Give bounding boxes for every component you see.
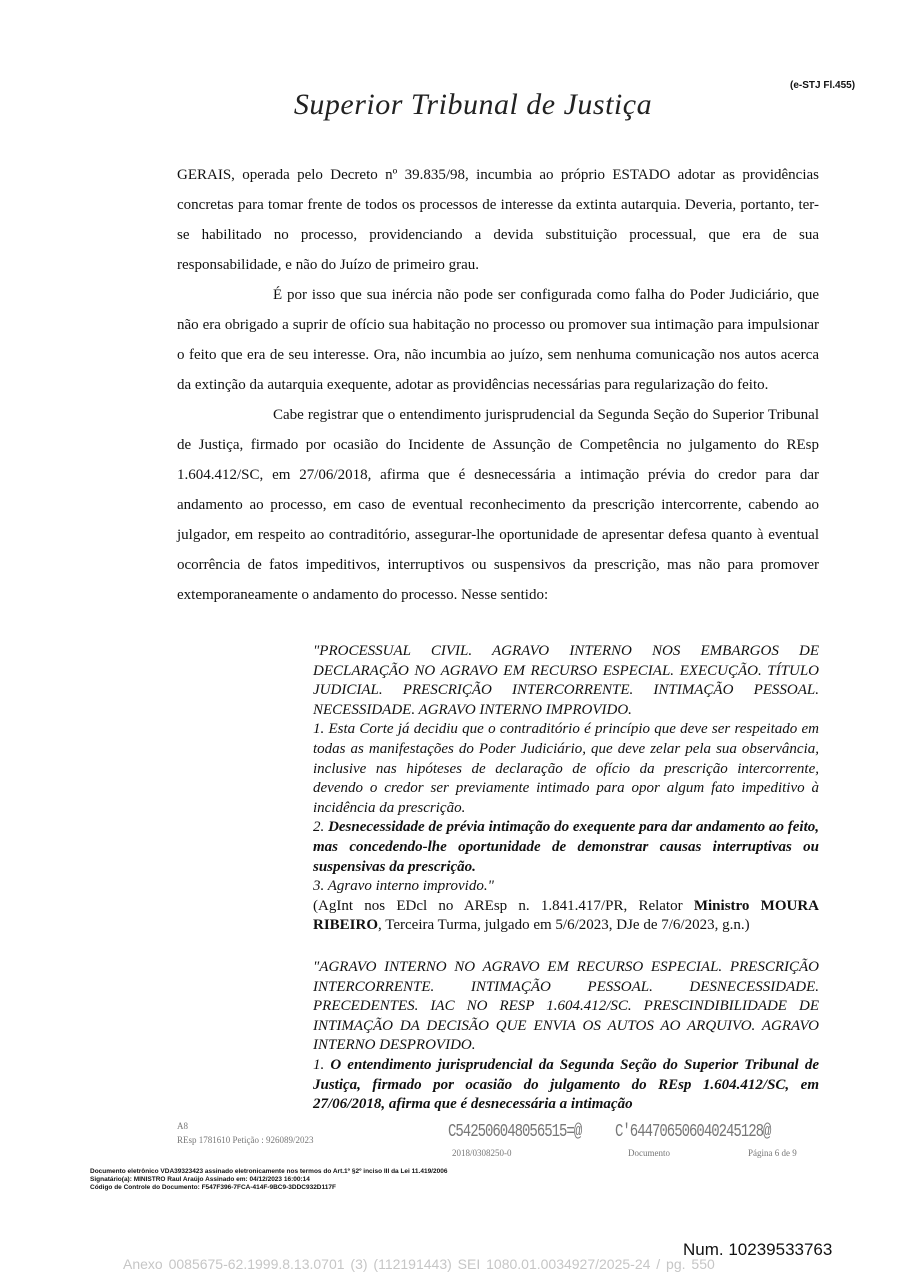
quote2-item-1 xyxy=(313,1056,819,1115)
quote2-ementa: "AGRAVO INTERNO NO AGRAVO EM RECURSO ESPECIAL. PRESCRIÇÃO INTERCORRENTE. INTIMAÇÃO PESSOAL. DESNECESSIDADE. PRECEDENTES. IAC NO RESP 1.604.412/SC. PRESCINDIBILIDADE DE INTIMAÇÃO DA DECISÃO QUE ENVIA OS AUTOS AO ARQUIVO. AGRAVO INTERNO DESPROVIDO. xyxy=(313,959,819,1054)
paragraph-3: Cabe registrar que o entendimento jurisprudencial da Segunda Seção do Superior Tribunal de Justiça, firmado por ocasião do Incidente de Assunção de Competência no julgamento do REsp 1.604.412/SC, em 27/06/2018, afirma que é desnecessária a intimação prévia do credor para dar andamento ao processo, em caso de eventual reconhecimento da prescrição intercorrente, cabendo ao julgador, em respeito ao contraditório, assegurar-lhe oportunidade de apresentar defesa quanto à eventual ocorrência de fatos impeditivos, interruptivos ou suspensivos da prescrição, mas não para promover extemporaneamente o andamento do processo. Nesse sentido: xyxy=(177,407,819,603)
page-number xyxy=(748,1148,797,1158)
footer-resp-ref: REsp 1781610 Petição : 926089/2023 xyxy=(177,1135,314,1145)
quote1-item-1: 1. Esta Corte já decidiu que o contraditório é princípio que deve ser respeitado em todas as manifestações do Poder Judiciário, que deve zelar pela sua observância, inclusive nas hipóteses de declaração de ofício da prescrição intercorrente, devendo o credor ser previamente intimado para opor algum fato impeditivo à incidência da prescrição. xyxy=(313,721,819,816)
page-of: de xyxy=(781,1148,790,1158)
page-total: 9 xyxy=(792,1148,797,1158)
signature-line-1: Documento eletrônico VDA39323423 assinado eletronicamente nos termos do Art.1º §2º inciso III da Lei 11.419/2006 xyxy=(90,1168,448,1175)
quote1-citation xyxy=(313,897,819,936)
quote2-item-1-bold: O entendimento jurisprudencial da Segunda Seção do Superior Tribunal de Justiça, firmado por ocasião do julgamento do REsp 1.604.412/SC, em 27/06/2018, afirma que é desnecessária a intimação xyxy=(313,1056,819,1113)
annex-watermark: Anexo 0085675-62.1999.8.13.0701 (3) (112191443) SEI 1080.01.0034927/2025-24 / pg. 550 xyxy=(123,1256,715,1272)
page-current: 6 xyxy=(774,1148,780,1158)
barcode-1: C542506048056515=@ xyxy=(448,1121,582,1143)
barcode-2-caption: Documento xyxy=(628,1148,670,1158)
signature-line-3: Código de Controle do Documento: F547F396-7FCA-414F-9BC9-3DDC932D117F xyxy=(90,1184,336,1191)
quote1-item-2 xyxy=(313,818,819,877)
quote-block-2 xyxy=(313,958,819,1115)
document-number: Num. 10239533763 xyxy=(683,1240,833,1259)
signature-block xyxy=(90,1168,447,1192)
page-stamp: (e-STJ Fl.455) xyxy=(790,80,856,91)
barcode-1-caption: 2018/0308250-0 xyxy=(452,1148,512,1158)
quote1-item-2-num: 2. xyxy=(313,819,329,836)
quote-block-1 xyxy=(313,642,819,936)
signature-line-2: Signatário(a): MINISTRO Raul Araújo Assinado em: 04/12/2023 16:00:14 xyxy=(90,1176,310,1183)
quote1-item-3: 3. Agravo interno improvido." xyxy=(313,878,494,895)
quote2-item-1-num: 1. xyxy=(313,1056,331,1073)
page-label: Página xyxy=(748,1148,773,1158)
barcode-2: C'644706506040245128@ xyxy=(615,1121,771,1143)
paragraph-2: É por isso que sua inércia não pode ser configurada como falha do Poder Judiciário, que não era obrigado a suprir de ofício sua habitação no processo ou promover sua intimação para impulsionar o feito que era de seu interesse. Ora, não incumbia ao juízo, sem nenhuma comunicação nos autos acerca da extinção da autarquia exequente, adotar as providências necessárias para regularização do feito. xyxy=(177,287,819,393)
quote1-ementa: "PROCESSUAL CIVIL. AGRAVO INTERNO NOS EMBARGOS DE DECLARAÇÃO NO AGRAVO EM RECURSO ESPECIAL. EXECUÇÃO. TÍTULO JUDICIAL. PRESCRIÇÃO INTERCORRENTE. INTIMAÇÃO PESSOAL. NECESSIDADE. AGRAVO INTERNO IMPROVIDO. xyxy=(313,643,819,718)
quote1-cite-minister: Ministro MOURA RIBEIRO xyxy=(313,897,819,934)
document-body xyxy=(177,160,819,610)
quote1-cite-pre: (AgInt nos EDcl no AREsp n. 1.841.417/PR, Relator xyxy=(313,897,694,914)
quote1-cite-post: , Terceira Turma, julgado em 5/6/2023, DJe de 7/6/2023, g.n.) xyxy=(378,917,750,934)
quote1-item-2-bold: Desnecessidade de prévia intimação do exequente para dar andamento ao feito, mas concedendo-lhe oportunidade de demonstrar causas interruptivas ou suspensivas da prescrição. xyxy=(313,819,819,875)
footer-code: A8 xyxy=(177,1121,188,1131)
paragraph-1: GERAIS, operada pelo Decreto nº 39.835/98, incumbia ao próprio ESTADO adotar as providências concretas para tomar frente de todos os processos de interesse da extinta autarquia. Deveria, portanto, ter-se habilitado no processo, providenciando a devida substituição processual, que era de sua responsabilidade, e não do Juízo de primeiro grau. xyxy=(177,167,819,273)
court-title: Superior Tribunal de Justiça xyxy=(293,88,653,121)
